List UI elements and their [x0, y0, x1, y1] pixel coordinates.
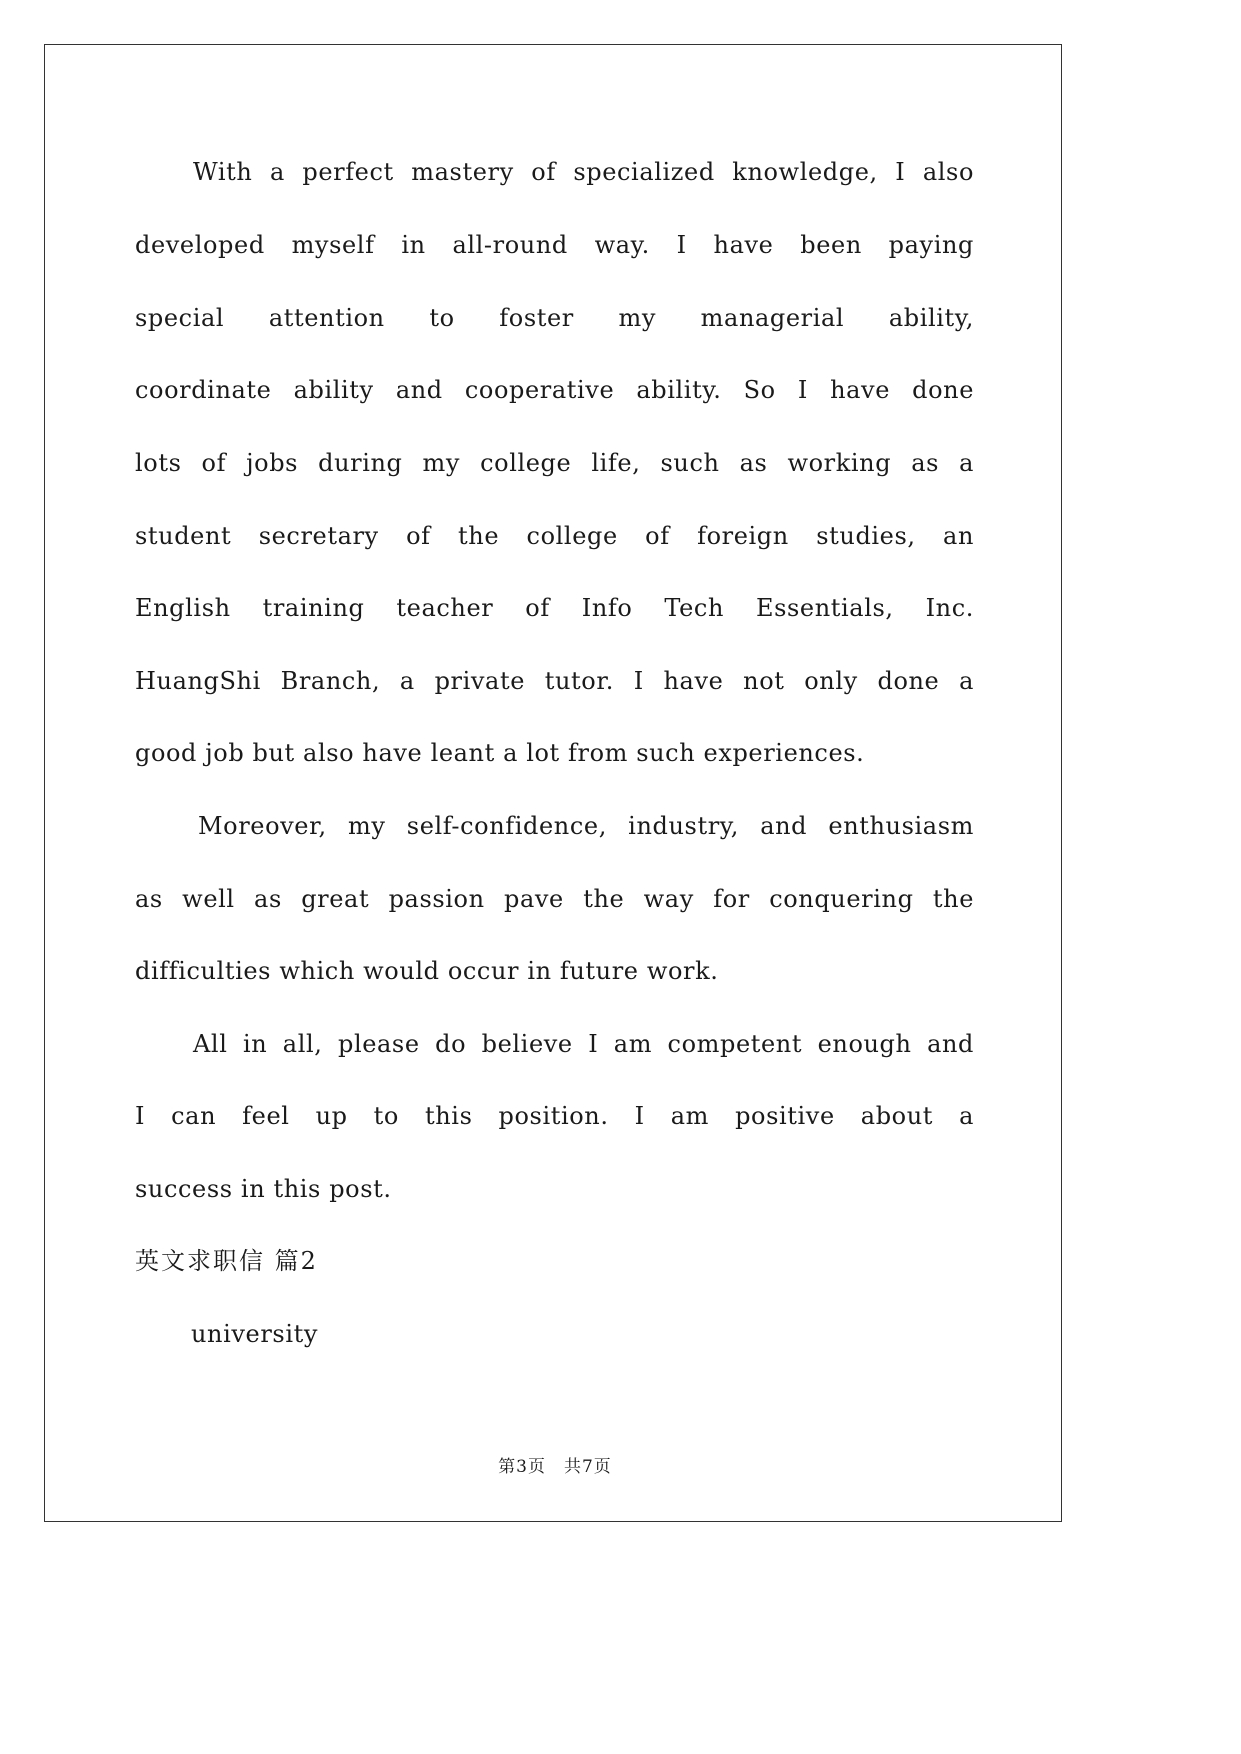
paragraph-1-line-6: student secretary of the college of foreign studies, an	[135, 522, 974, 550]
paragraph-1-line-5: lots of jobs during my college life, such as working as a	[135, 449, 974, 477]
paragraph-1-line-4: coordinate ability and cooperative ability. So I have done	[135, 376, 974, 404]
page-number-footer: 第3页 共7页	[498, 1457, 612, 1477]
paragraph-2-line-1: Moreover, my self-confidence, industry, and enthusiasm	[198, 812, 974, 840]
paragraph-2-line-2: as well as great passion pave the way for conquering the	[135, 885, 974, 913]
paragraph-3-line-3: success in this post.	[135, 1175, 392, 1203]
paragraph-3-line-2: I can feel up to this position. I am positive about a	[135, 1102, 974, 1130]
paragraph-1-line-2: developed myself in all-round way. I have been paying	[135, 231, 974, 259]
section-heading: 英文求职信 篇2	[135, 1247, 318, 1275]
paragraph-4-line-1: university	[191, 1320, 319, 1348]
paragraph-1-line-8: HuangShi Branch, a private tutor. I have not only done a	[135, 667, 974, 695]
paragraph-1-line-9: good job but also have leant a lot from such experiences.	[135, 739, 865, 767]
paragraph-2-line-3: difficulties which would occur in future work.	[135, 957, 719, 985]
paragraph-1-line-7: English training teacher of Info Tech Essentials, Inc.	[135, 594, 974, 622]
paragraph-1-line-1: With a perfect mastery of specialized knowledge, I also	[193, 158, 974, 186]
paragraph-3-line-1: All in all, please do believe I am competent enough and	[193, 1030, 974, 1058]
paragraph-1-line-3: special attention to foster my managerial ability,	[135, 304, 974, 332]
page-border	[44, 44, 1062, 1522]
